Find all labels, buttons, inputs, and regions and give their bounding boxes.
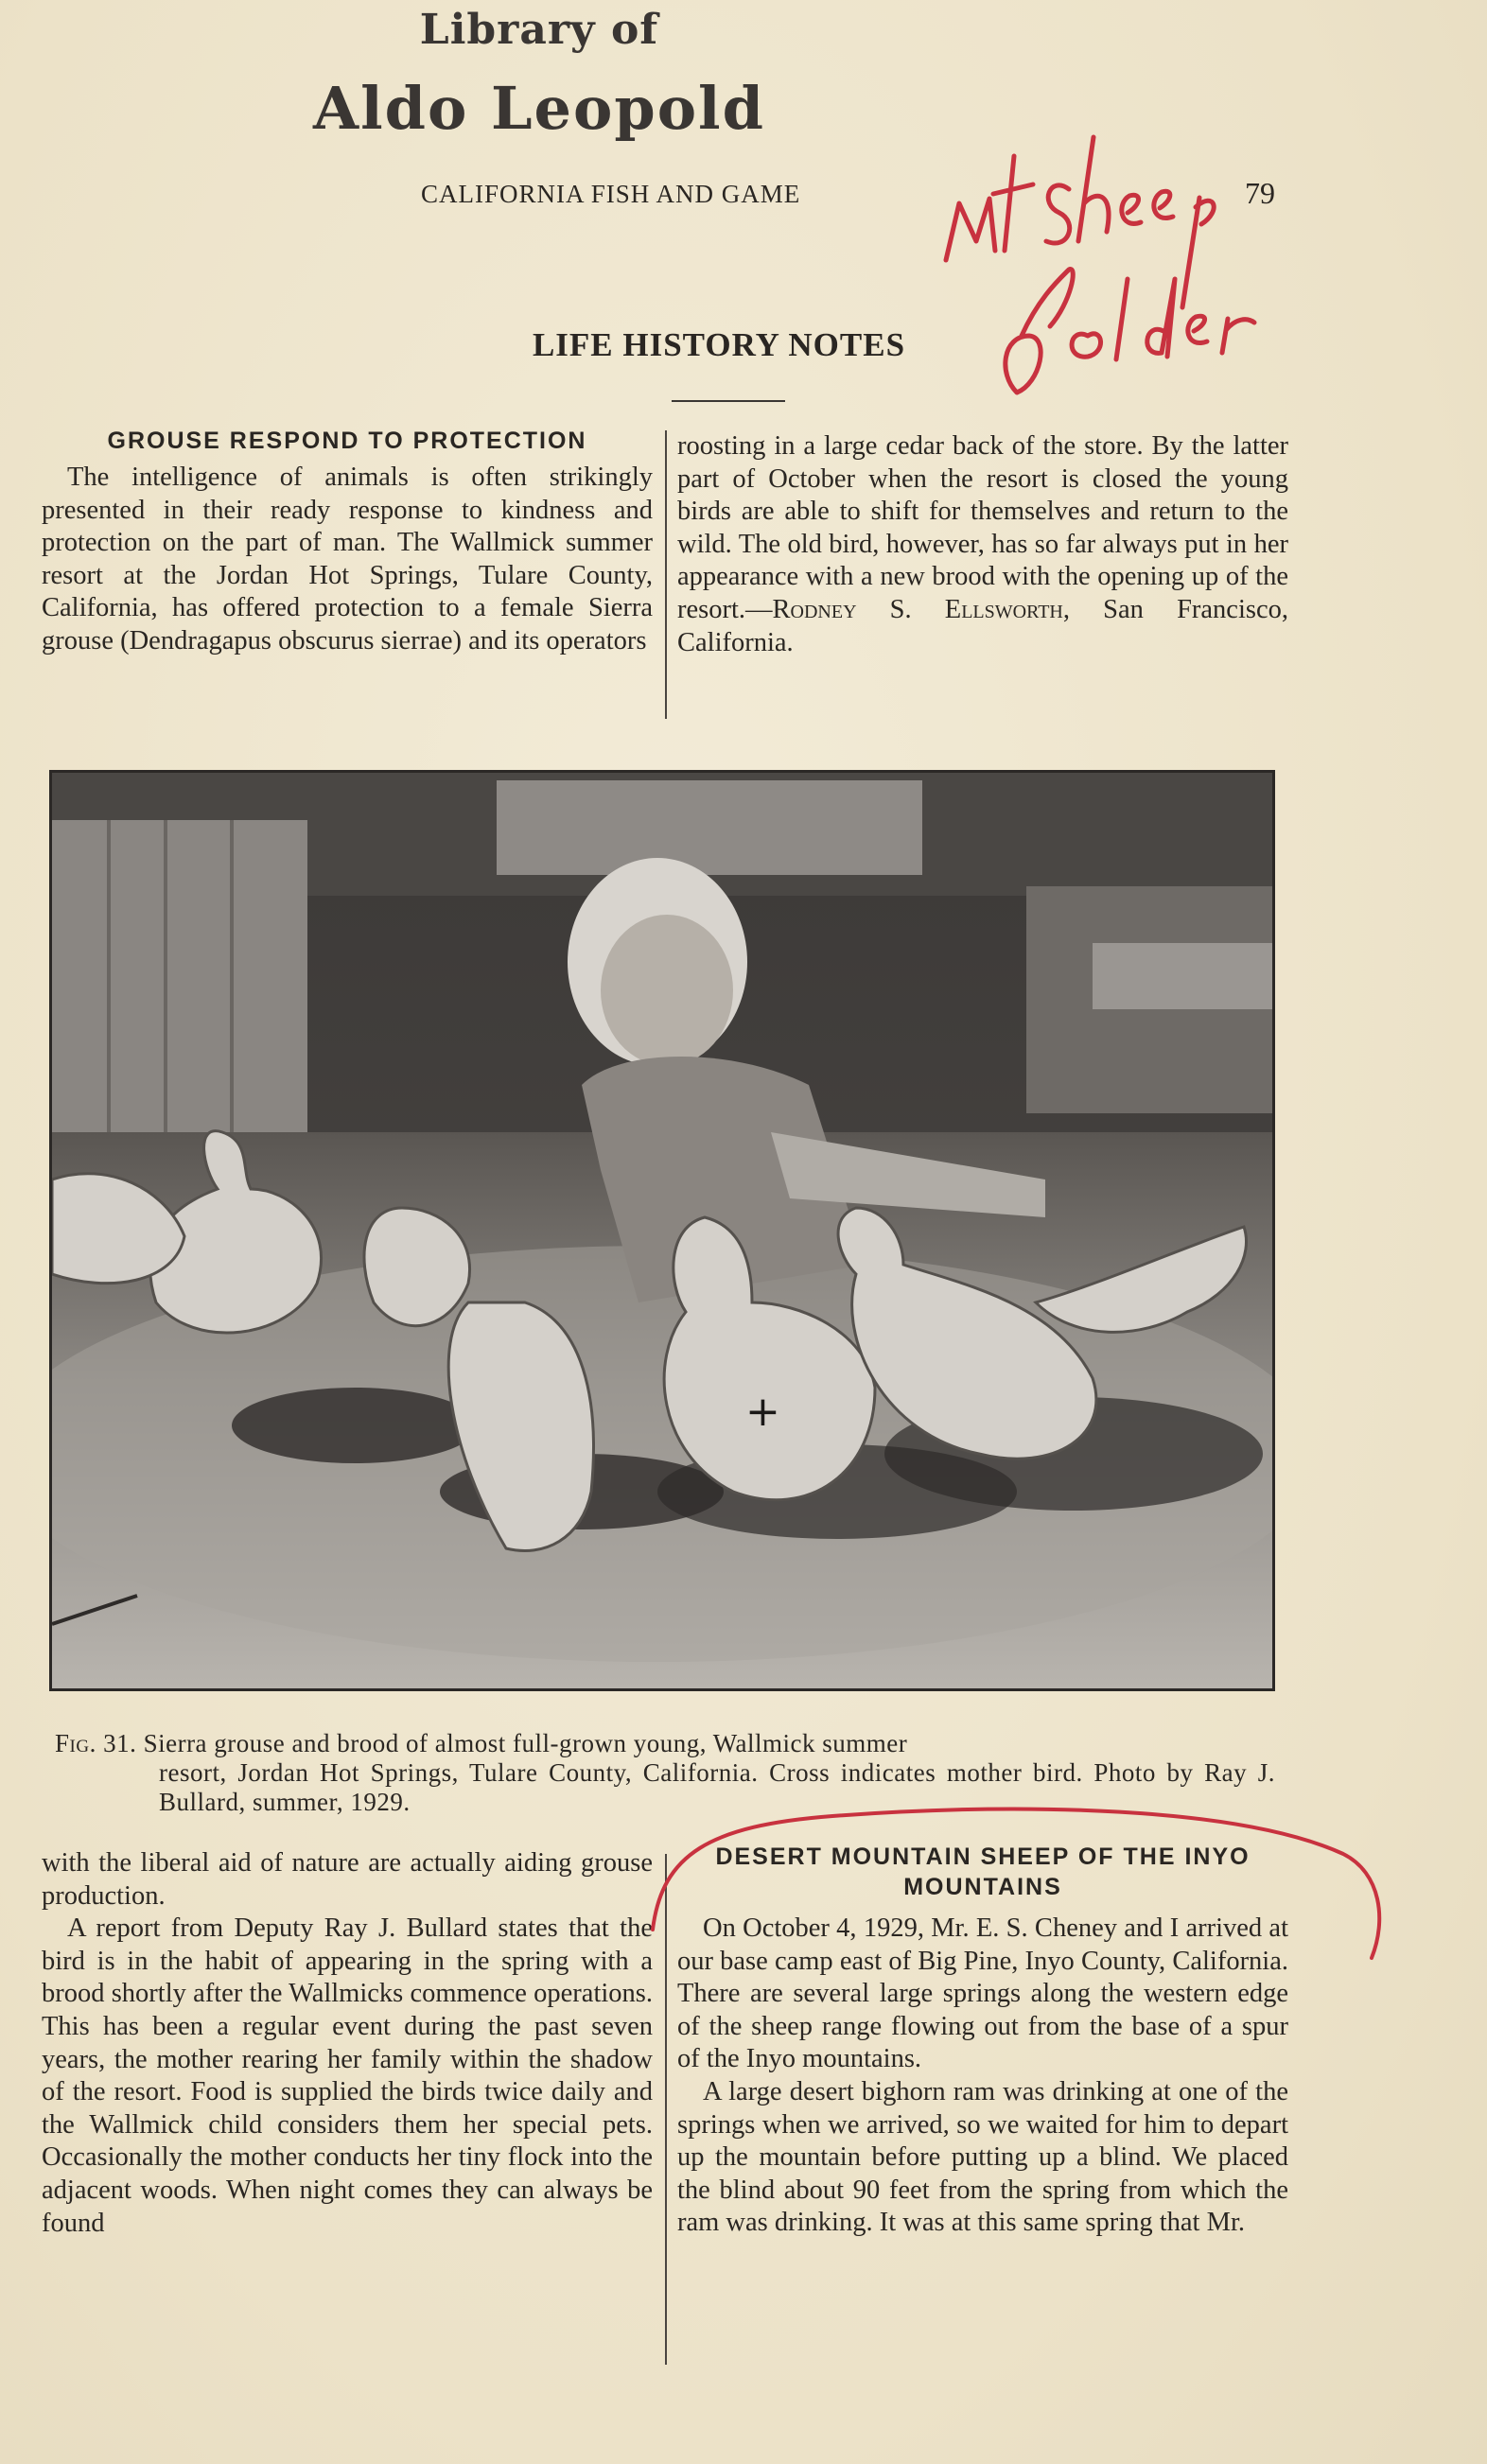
- section-title: LIFE HISTORY NOTES: [532, 326, 906, 363]
- title-rule: [672, 400, 785, 402]
- grouse-column-1: [42, 462, 653, 658]
- grouse-photo: [52, 773, 1272, 1688]
- grouse-article-heading: GROUSE RESPOND TO PROTECTION: [107, 428, 587, 454]
- grouse-column-3: [42, 1847, 653, 2240]
- photo-figure-31: [49, 770, 1275, 1691]
- column-rule-top: [665, 430, 667, 719]
- grouse-continuation: with the liberal aid of nature are actually aiding grouse production.: [42, 1848, 653, 1911]
- sheep-paragraph-1: On October 4, 1929, Mr. E. S. Cheney and I arrived at our base camp east of Big Pine, Inyo County, California. There are several large springs along the western edge of the sheep range flowing out from the base of a spur of the Inyo mountains.: [677, 1914, 1288, 2074]
- author-location: , San Francisco, California.: [677, 594, 1288, 657]
- grouse-column-2: [677, 430, 1288, 659]
- sheep-article-heading: DESERT MOUNTAIN SHEEP OF THE INYO MOUNTAINS: [715, 1844, 1251, 1900]
- caption-text-1: Sierra grouse and brood of almost full-grown young, Wallmick summer: [143, 1729, 908, 1757]
- grouse-paragraph-2-text: roosting in a large cedar back of the store. By the latter part of October when the resort is closed the young birds are able to shift for themselves and return to the wild. The old bird, however, has so far always put in her appearance with a new brood with the opening up of the resort.—: [677, 431, 1288, 624]
- figure-label: Fig. 31.: [55, 1729, 137, 1757]
- running-head: CALIFORNIA FISH AND GAME: [421, 180, 801, 208]
- author-name: Rodney S. Ellsworth: [772, 594, 1063, 624]
- grouse-paragraph-2: [677, 430, 1288, 659]
- handwritten-bracket: [624, 1797, 1400, 1977]
- library-stamp-line2: Aldo Leopold: [313, 74, 765, 143]
- caption-text-2: resort, Jordan Hot Springs, Tulare County, California. Cross indicates mother bird. Photo by Ray J. Bullard, summer, 1929.: [159, 1758, 1275, 1816]
- grouse-paragraph-3: A report from Deputy Ray J. Bullard states that the bird is in the habit of appearing in the spring with a brood shortly after the Wallmicks commence operations. This has been a regular event during the past seven years, the mother rearing her family within the shadow of the resort. Food is supplied the birds twice daily and the Wallmick child considers them her special pets. Occasionally the mother conducts her tiny flock into the adjacent woods. When night comes they can always be found: [42, 1914, 653, 2238]
- cross-mark: +: [745, 1388, 780, 1436]
- sheep-paragraph-2: A large desert bighorn ram was drinking at one of the springs when we arrived, so we waited for him to depart up the mountain before putting up a blind. We placed the blind about 90 feet from the spring from which the ram was drinking. It was at this same spring that Mr.: [677, 2076, 1288, 2238]
- library-stamp-line1: Library of: [419, 6, 659, 54]
- handwritten-note: [927, 99, 1268, 411]
- page-number: 79: [1245, 176, 1275, 210]
- caption-line-1: [55, 1729, 1275, 1758]
- grouse-paragraph-1: The intelligence of animals is often strikingly presented in their ready response to kindness and protection on the part of man. The Wallmick summer resort at the Jordan Hot Springs, Tulare County, California, has offered protection to a female Sierra grouse (Dendragapus obscurus sierrae) and its operators: [42, 463, 653, 655]
